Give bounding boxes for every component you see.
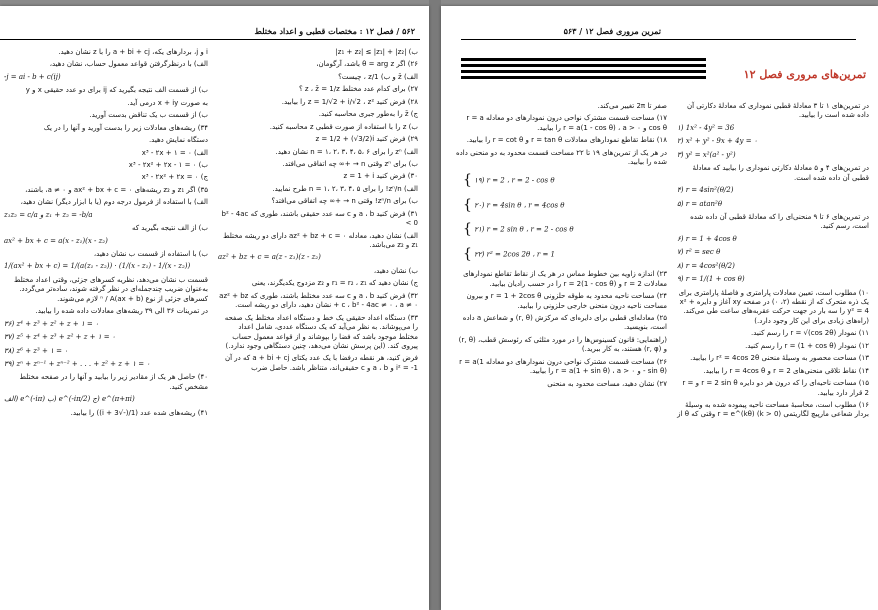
text-line: ج) نشان دهید که r₁ = r₂ ، z₁ و z₂ مزدوج یکدیگرند، یعنی: [251, 279, 418, 288]
text-line: الف) با درنظرگرفتن قواعد معمول حساب، نشان دهید،: [49, 60, 208, 69]
brace-icon: {: [463, 221, 472, 238]
text-line: ۲۵) معادله‌ای قطبی برای دایره‌ای که مرکزش (r, θ) و شعاعش a داده است، بنویسید.: [462, 313, 667, 332]
right-page-right-column: [677, 102, 869, 423]
text-line: در هر یک از تمرین‌های ۱۹ تا ۲۲ مساحت قسمت محدود به دو منحنی داده شده را بیابید.: [456, 148, 667, 167]
text-line: فرض کنید، هر نقطه درفضا با یک عدد یکتای a + bi + cj که در آن i² = -1 و a ، b و c حقیقی‌اند، متناظر باشد. حاصل ضرب: [224, 354, 418, 372]
equation: ۲۲) r² = 2cos 2θ ، r = 1: [474, 250, 555, 259]
right-page-left-column: [455, 102, 667, 392]
text-line: ۲۷) نشان دهید، مساحت محدود به منحنی: [547, 379, 667, 388]
text-line: ج) z̄ را به‌طور جبری محاسبه کنید.: [318, 110, 418, 119]
text-line: ۳۴) ریشه‌های معادلات زیر را بدست آورید و آنها را در یک: [43, 123, 208, 132]
text-line: ۱۸) نقاط تقاطع نمودارهای معادلات r = tan θ و r = cot θ را بیابید.: [466, 136, 667, 145]
equation: -j = ai - b + c(ij): [4, 72, 61, 81]
left-running-head: ۵۶۲ / فصل ۱۲ : مختصات قطبی و اعداد مختلط: [254, 26, 415, 36]
brace-icon: {: [463, 246, 472, 263]
text-line: ۱۳) مساحت محصور به وسیلهٔ منحنی r² = 4cos 2θ را بیابید.: [690, 354, 869, 363]
equation: ۱) 1x² - 4y² = 36: [677, 123, 735, 132]
text-line: ب) از قسمت الف نتیجه بگیرید که ij برای دو عدد حقیقی x و y: [25, 86, 208, 95]
text-line: (راهنمایی: قانون کسینوس‌ها را در مورد مثلثی که رئوسش قطب، (r, θ) و (r, φ) هستند، به کار ببرید.): [458, 335, 667, 354]
text-line: ۲۸) فرض کنید z = 1/√2 + i/√2 ، z² را بیابید.: [281, 97, 418, 106]
section-title: تمرین‌های مروری فصل ۱۲: [743, 68, 866, 81]
text-line: i و j، بردارهای یکه، a + bi + cj را با z نشان دهید.: [58, 48, 208, 56]
text-line: ب) با استفاده از قسمت ب نشان دهید،: [93, 250, 208, 258]
right-page: [441, 6, 878, 610]
text-line: الف) z̄ و ب) z/1 ، چیست؟: [338, 72, 418, 81]
text-line: ۲۹) فرض کنید z = 1/2 + (√3/2)i: [315, 135, 418, 144]
text-line: ب) برای zⁿ وقتی n → +∞ چه اتفاقی می‌افتد.: [282, 159, 418, 168]
book-gutter: [429, 0, 441, 610]
text-line: ۳۵) اگر z₁ و z₂ ریشه‌های ۰ = ax² + bx + c و ۰ ≠ a، باشند،: [25, 185, 208, 194]
text-line: ۲۷) برای کدام عدد مختلط z ، z̄ = 1/z ؟: [298, 85, 418, 94]
bar: [461, 70, 706, 73]
text-line: ۱۴) نقاط تلاقی منحنی‌های r = 2 و r = 4cos θ را بیابید.: [703, 366, 869, 375]
text-line: ب) |z₁ + z₂| ≤ |z₁| + |z₂|: [335, 48, 418, 56]
text-line: قسمت ب نشان می‌دهد، نظریه کسرهای جزئی، وقتی اعداد مختلط به‌عنوان ضریب چندجمله‌ای در نظر گرفته شوند، ساده‌تر می‌گردد. کسرهای جزئی از نوع (ax + b)ⁿ / A لازم می‌شوند.: [13, 275, 208, 303]
text-line: ۲۳) اندازه زاویه بین خطوط مماس در هر یک از نقاط تقاطع نمودارهای معادلات r = 2 و r = 2(1 - cos θ) را در حسب رادیان بیابید.: [463, 270, 667, 288]
text-line: ۱۶) مطلوب است، محاسبهٔ مساحت ناحیه پیموده شده به وسیلهٔ بردار شعاعی مارپیچ لگاریتمی r = e^(kθ) (k > 0) وقتی که θ از: [677, 400, 869, 419]
equation: ۲) x² + y² - 9x + 4y = ۰: [677, 137, 758, 146]
text-line: دستگاه نمایش دهید.: [148, 136, 208, 145]
equation: ۴) r = 4sin²(θ/2): [677, 186, 734, 195]
text-line: ۴۰) حاصل هر یک از مقادیر زیر را بیابید و آنها را در صفحه مختلط مشخص کنید.: [19, 373, 208, 391]
equation: ۳۶) z⁴ + z³ + z² + z + ۱ = ۰: [4, 319, 99, 328]
equation: az² + bz + c = a(z - z₁)(z - z₂): [218, 253, 321, 262]
right-running-head: تمرین مروری فصل ۱۲ / ۵۶۳: [563, 26, 661, 36]
equation: ۵) r = atan²θ: [677, 199, 723, 208]
text-line: ۲۶) مساحت قسمت مشترک نواحی درون نمودارهای دو معادله r = a(1 - sin θ) و r = a(1 + sin θ) ، a > ۰ را بیابید.: [459, 357, 667, 376]
decorative-bars: [461, 58, 706, 82]
bar: [461, 64, 706, 67]
text-line: الف) zⁿ را برای n = ۱، ۲، ۳، ۴، ۵، ۶ نشان دهید.: [275, 147, 418, 156]
equation: ۳۹) zⁿ + zⁿ⁻¹ + zⁿ⁻² + . . . + z² + z + ۱ = ۰: [4, 359, 151, 368]
equation: ۸) r = 4cos²(θ/2): [677, 261, 735, 270]
text-line: در تمرینات ۳۶ الی ۳۹ ریشه‌های معادلات داده شده را بیابید.: [35, 307, 208, 316]
equation: ۱۹) r = 2 ، r = 2 - cos θ: [474, 176, 555, 185]
left-page-left-column: [4, 48, 208, 421]
equation-system: [455, 196, 667, 215]
equation: ۲۱) r = 2 sin θ ، r = 2 - cos θ: [474, 225, 574, 234]
text-line: ۱۰) مطلوب است، تعیین معادلات پارامتری و فاصلهٔ پارامتری برای یک ذره متحرک که از نقطه (۲، ۰) در صفحه xy آغاز و دایره x² + y² = 4 را سه بار در جهت حرکت عقربه‌های ساعت طی می‌کند. (راه‌های زیادی برای این کار وجود دارد.): [678, 288, 869, 325]
text-line: ب) نشان دهید،: [373, 266, 418, 275]
equation-system: [455, 245, 667, 264]
equation: ۶) r = 1 + 4cos θ: [677, 234, 737, 243]
text-line: به صورت x + iy درمی آید.: [127, 98, 208, 107]
equation-system: [455, 220, 667, 239]
equation: ax² + bx + c = a(x - z₁)(x - z₂): [4, 236, 108, 245]
right-head-rule: [461, 39, 856, 40]
text-line: ب) از قسمت ب یک تناقض بدست آورید.: [89, 111, 208, 120]
text-line: ۳۲) فرض کنید a ، b و c سه عدد مختلط باشند، طوری که az² + bz + c ، b² - 4ac ≠ ۰ ، a ≠ ۰ نشان دهید، دارای دو ریشه است.: [219, 291, 418, 310]
text-line: ج) x³ - ۲x² + ۲x = ۰: [141, 173, 208, 182]
left-page-right-column: [218, 48, 418, 376]
text-line: ۳۰) فرض کنید z = 1 + i: [343, 172, 418, 181]
text-line: ب) x³ - ۲x² + ۲x - ۱ = ۰: [128, 160, 208, 169]
text-line: ب) برای zⁿ/n! وقتی n → +∞ چه اتفاقی می‌افتد؟: [271, 197, 418, 206]
equation: ۳۸) z⁶ + z³ + ۱ = ۰: [4, 346, 68, 355]
equation: ۷) r² = sec θ: [677, 248, 721, 257]
left-head-rule: [0, 39, 420, 40]
text-line: الف) نشان دهید، معادله az² + bz + c = ۰ دارای دو ریشه مختلط z₁ و z₂ می‌باشد.: [223, 231, 418, 249]
text-line: ۴۱) ریشه‌های شده عدد (1/(-√3 + i)) را بیابید.: [70, 408, 208, 417]
text-line: ۱۵) مساحت ناحیه‌ای را که درون هر دو دایره r = 2 sin θ و r = 2 قرار دارد بیابید.: [682, 379, 869, 397]
bar: [461, 58, 706, 61]
equation-system: [455, 171, 667, 190]
text-line: در تمرین‌های ۱ تا ۳ معادلهٔ قطبی نموداری که معادلهٔ دکارتی آن داده شده است را بیابید.: [686, 102, 869, 120]
text-line: در تمرین‌های ۶ تا ۹ منحنی‌ای را که معادلهٔ قطبی آن داده شده است، رسم کنید.: [690, 212, 869, 231]
brace-icon: {: [463, 171, 472, 188]
text-line: الف) zⁿ/n! را برای n = ۱، ۲، ۳، ۴، ۵ طرح نمایید.: [272, 184, 418, 193]
equation: ۳) y² = x²(a² - y²): [677, 150, 736, 159]
equation: 1/(ax² + bx + c) = 1/(a(z₁ - z₂)) · (1/(x - z₁) - 1/(x - z₂)): [4, 262, 191, 271]
text-line: ۳۳) دستگاه اعداد حقیقی یک خط و دستگاه اعداد مختلط یک صفحه را می‌پوشاند. به نظر می‌آید که یک دستگاه عددی، شامل اعداد مختلط موجود باشد که فضا را بپوشاند و از قواعد معمول حساب پیروی کند. (این پرسش نشان می‌دهد، چنین دستگاهی وجود ندارد.): [224, 313, 418, 350]
equation: ۹) r = 1/(1 + cos θ): [677, 275, 745, 284]
text-line: ۱۷) مساحت قسمت مشترک نواحی درون نمودارهای دو معادله r = a cos θ و r = a(1 - cos θ) ، a > ۰ را بیابید.: [466, 114, 667, 132]
equation: الف) e^(-iπ) ب) e^(-iπ/2) ج) e^(π+πi): [4, 395, 135, 404]
equation: z₁z₂ = c/a و z₁ + z₂ = -b/a: [4, 210, 93, 219]
brace-icon: {: [463, 196, 472, 213]
text-line: ب) از الف نتیجه بگیرید که: [131, 224, 208, 233]
text-line: در تمرین‌های ۴ و ۵ معادلهٔ دکارتی نموداری را بیابید که معادلهٔ قطبی آن داده شده است.: [692, 164, 869, 182]
text-line: الف) با استفاده از فرمول درجه دوم (یا با ابزار دیگر) نشان دهید،: [20, 198, 208, 207]
text-line: الف) x³ - ۲x + ۱ = ۰: [141, 148, 208, 157]
bar: [461, 76, 706, 79]
text-line: ۱۱) نمودار r = √(cos 2θ) را رسم کنید.: [750, 329, 869, 338]
text-line: ۲۶) اگر θ = arg z باشد، آرگومان،: [316, 60, 418, 69]
text-line: صفر تا 2π تغییر می‌کند.: [597, 102, 667, 110]
equation: ۳۷) z⁵ + z⁴ + z³ + z² + z + ۱ = ۰: [4, 333, 116, 342]
left-page: [0, 6, 429, 610]
text-line: ۳۱) فرض کنید a ، b و c سه عدد حقیقی باشند، طوری که b² - 4ac < 0: [221, 209, 418, 228]
text-line: ۲۴) مساحت ناحیه محدود به طوقه حلزونی r = 1 + 2cos θ و بیرون مساحت ناحیه درون منحنی خارجی حلزونی را بیابید.: [466, 292, 667, 310]
text-line: ۱۲) نمودار r = (1 + cos θ) را رسم کنید.: [745, 341, 869, 350]
text-line: ب) z را با استفاده از صورت قطبی z محاسبه کنید.: [269, 122, 418, 131]
equation: ۲۰) r = 4sin θ ، r = 4cos θ: [474, 200, 565, 209]
